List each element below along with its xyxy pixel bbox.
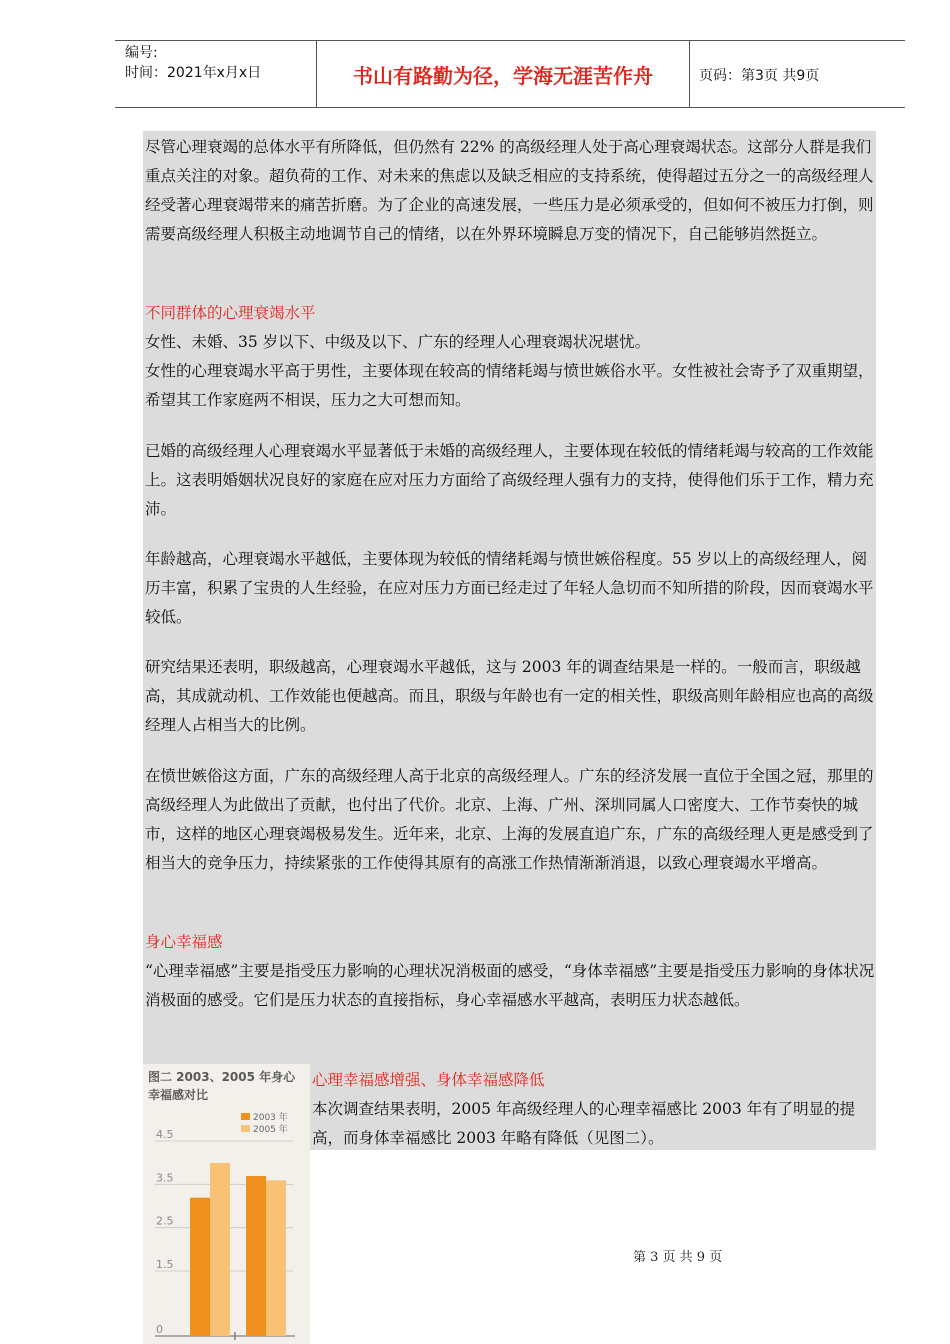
header-motto: 书山有路勤为径，学海无涯苦作舟 xyxy=(353,63,653,88)
section-heading-wellbeing: 身心幸福感 xyxy=(145,933,223,951)
y-tick-label: 3.5 xyxy=(156,1171,174,1185)
paragraph-2a: 女性、未婚、35 岁以下、中级及以下、广东的经理人心理衰竭状况堪忧。 xyxy=(145,333,651,351)
header-motto-cell xyxy=(316,41,690,107)
legend-label: 2005 年 xyxy=(253,1125,288,1135)
time-label: 时间：2021年x月x日 xyxy=(125,65,262,81)
page-footer: 第 3 页 共 9 页 xyxy=(633,1250,723,1265)
y-tick-label: 2.5 xyxy=(156,1214,174,1228)
paragraph-3: 已婚的高级经理人心理衰竭水平显著低于未婚的高级经理人，主要体现在较低的情绪耗竭与较高的工作效能上。这表明婚姻状况良好的家庭在应对压力方面给了高级经理人强有力的支持，使得他们乐于工作，精力充沛。 xyxy=(145,442,874,518)
bar-2003 xyxy=(246,1176,266,1336)
page-header xyxy=(115,40,905,108)
header-meta xyxy=(125,43,315,83)
paragraph-2b: 女性的心理衰竭水平高于男性，主要体现在较高的情绪耗竭与愤世嫉俗水平。女性被社会寄予了双重期望，希望其工作家庭两不相误，压力之大可想而知。 xyxy=(145,362,874,409)
y-tick-label: 1.5 xyxy=(156,1258,174,1271)
number-label: 编号: xyxy=(125,45,158,61)
legend-swatch xyxy=(241,1113,250,1120)
bar-2005 xyxy=(210,1163,230,1336)
paragraph-5: 研究结果还表明，职级越高，心理衰竭水平越低，这与 2003 年的调查结果是一样的。一般而言，职级越高，其成就动机、工作效能也便越高。而且，职级与年龄也有一定的相关性，职级高则年龄相应也高的高级经理人占相当大的比例。 xyxy=(145,658,874,734)
bar-2003 xyxy=(190,1198,210,1336)
chart-plot xyxy=(143,1064,310,1344)
wellbeing-chart xyxy=(143,1064,310,1344)
legend-label: 2003 年 xyxy=(253,1113,288,1123)
section-wellbeing xyxy=(145,928,875,1015)
section-group-differences xyxy=(145,299,875,415)
paragraph-6: 在愤世嫉俗这方面，广东的高级经理人高于北京的高级经理人。广东的经济发展一直位于全国之冠，那里的高级经理人为此做出了贡献，也付出了代价。北京、上海、广州、深圳同属人口密度大、工作节奏快的城市，这样的地区心理衰竭极易发生。近年来，北京、上海的发展直追广东，广东的高级经理人更是感受到了相当大的竞争压力，持续紧张的工作使得其原有的高涨工作热情渐渐消退，以致心理衰竭水平增高。 xyxy=(145,767,874,872)
paragraph-8: 本次调查结果表明，2005 年高级经理人的心理幸福感比 2003 年有了明显的提高，而身体幸福感比 2003 年略有降低（见图二）。 xyxy=(312,1100,856,1147)
section-heading-wellbeing-change: 心理幸福感增强、身体幸福感降低 xyxy=(312,1071,545,1089)
section-wellbeing-change xyxy=(312,1066,875,1153)
paragraph-4: 年龄越高，心理衰竭水平越低，主要体现为较低的情绪耗竭与愤世嫉俗程度。55 岁以上的高级经理人，阅历丰富，积累了宝贵的人生经验，在应对压力方面已经走过了年轻人急切而不知所措的阶段，因而衰竭水平较低。 xyxy=(145,550,874,626)
section-heading-group-levels: 不同群体的心理衰竭水平 xyxy=(145,304,316,322)
y-tick-label: 4.5 xyxy=(156,1128,174,1141)
y-tick-label: 0 xyxy=(156,1323,163,1336)
legend-swatch xyxy=(241,1125,250,1132)
bar-2005 xyxy=(266,1180,286,1336)
header-page-info: 页码：第3页 共9页 xyxy=(699,68,820,84)
paragraph-1: 尽管心理衰竭的总体水平有所降低，但仍然有 22% 的高级经理人处于高心理衰竭状态。这部分人群是我们重点关注的对象。超负荷的工作、对未来的焦虑以及缺乏相应的支持系统，使得超过五分之一的高级经理人经受著心理衰竭带来的痛苦折磨。为了企业的高速发展，一些压力是必须承受的，但如何不被压力打倒，则需要高级经理人积极主动地调节自己的情绪，以在外界环境瞬息万变的情况下，自己能够岿然挺立。 xyxy=(145,138,874,243)
chart-title: 图二 2003、2005 年身心幸福感对比 xyxy=(148,1070,296,1102)
paragraph-7: “心理幸福感”主要是指受压力影响的心理状况消极面的感受，“身体幸福感”主要是指受压力影响的身体状况消极面的感受。它们是压力状态的直接指标，身心幸福感水平越高，表明压力状态越低。 xyxy=(145,962,875,1009)
